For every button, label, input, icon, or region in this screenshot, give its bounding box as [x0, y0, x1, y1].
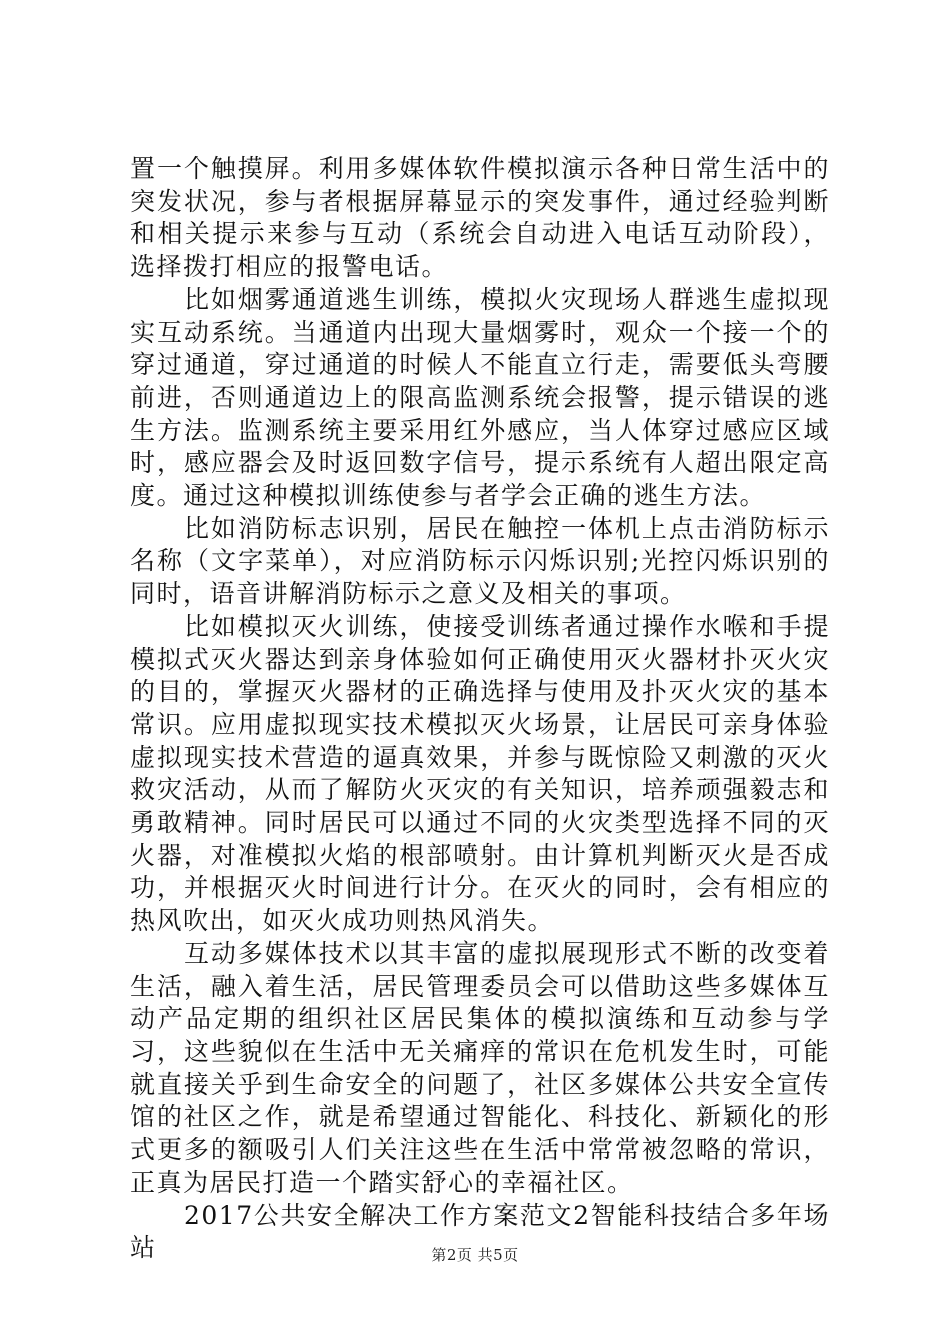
paragraph-5: 互动多媒体技术以其丰富的虚拟展现形式不断的改变着生活，融入着生活，居民管理委员会可以借助这些多媒体互动产品定期的组织社区居民集体的模拟演练和互动参与学习，这些貌似在生活中无关痛痒的常识在危机发生时，可能就直接关乎到生命安全的问题了，社区多媒体公共安全宣传馆的社区之作，就是希望通过智能化、科技化、新颖化的形式更多的额吸引人们关注这些在生活中常常被忽略的常识，正真为居民打造一个踏实舒心的幸福社区。	[130, 938, 830, 1197]
paragraph-6: 2017公共安全解决工作方案范文2智能科技结合多年场站	[130, 1200, 830, 1263]
document-body	[130, 153, 830, 1265]
paragraph-2: 比如烟雾通道逃生训练，模拟火灾现场人群逃生虚拟现实互动系统。当通道内出现大量烟雾时，观众一个接一个的穿过通道，穿过通道的时候人不能直立行走，需要低头弯腰前进，否则通道边上的限高监测系统会报警，提示错误的逃生方法。监测系统主要采用红外感应，当人体穿过感应区域时，感应器会及时返回数字信号，提示系统有人超出限定高度。通过这种模拟训练使参与者学会正确的逃生方法。	[130, 284, 830, 511]
page-footer: 第2页 共5页	[431, 1246, 519, 1264]
paragraph-4: 比如模拟灭火训练，使接受训练者通过操作水喉和手提模拟式灭火器达到亲身体验如何正确使用灭火器材扑灭火灾的目的，掌握灭火器材的正确选择与使用及扑灭火灾的基本常识。应用虚拟现实技术模拟灭火场景，让居民可亲身体验虚拟现实技术营造的逼真效果，并参与既惊险又刺激的灭火救灾活动，从而了解防火灭灾的有关知识，培养顽强毅志和勇敢精神。同时居民可以通过不同的火灾类型选择不同的灭火器，对准模拟火焰的根部喷射。由计算机判断灭火是否成功，并根据灭火时间进行计分。在灭火的同时，会有相应的热风吹出，如灭火成功则热风消失。	[130, 611, 830, 936]
paragraph-3: 比如消防标志识别，居民在触控一体机上点击消防标示名称（文字菜单），对应消防标示闪烁识别;光控闪烁识别的同时，语音讲解消防标示之意义及相关的事项。	[130, 513, 830, 609]
paragraph-1: 置一个触摸屏。利用多媒体软件模拟演示各种日常生活中的突发状况，参与者根据屏幕显示的突发事件，通过经验判断和相关提示来参与互动（系统会自动进入电话互动阶段），选择拨打相应的报警电话。	[130, 154, 830, 282]
